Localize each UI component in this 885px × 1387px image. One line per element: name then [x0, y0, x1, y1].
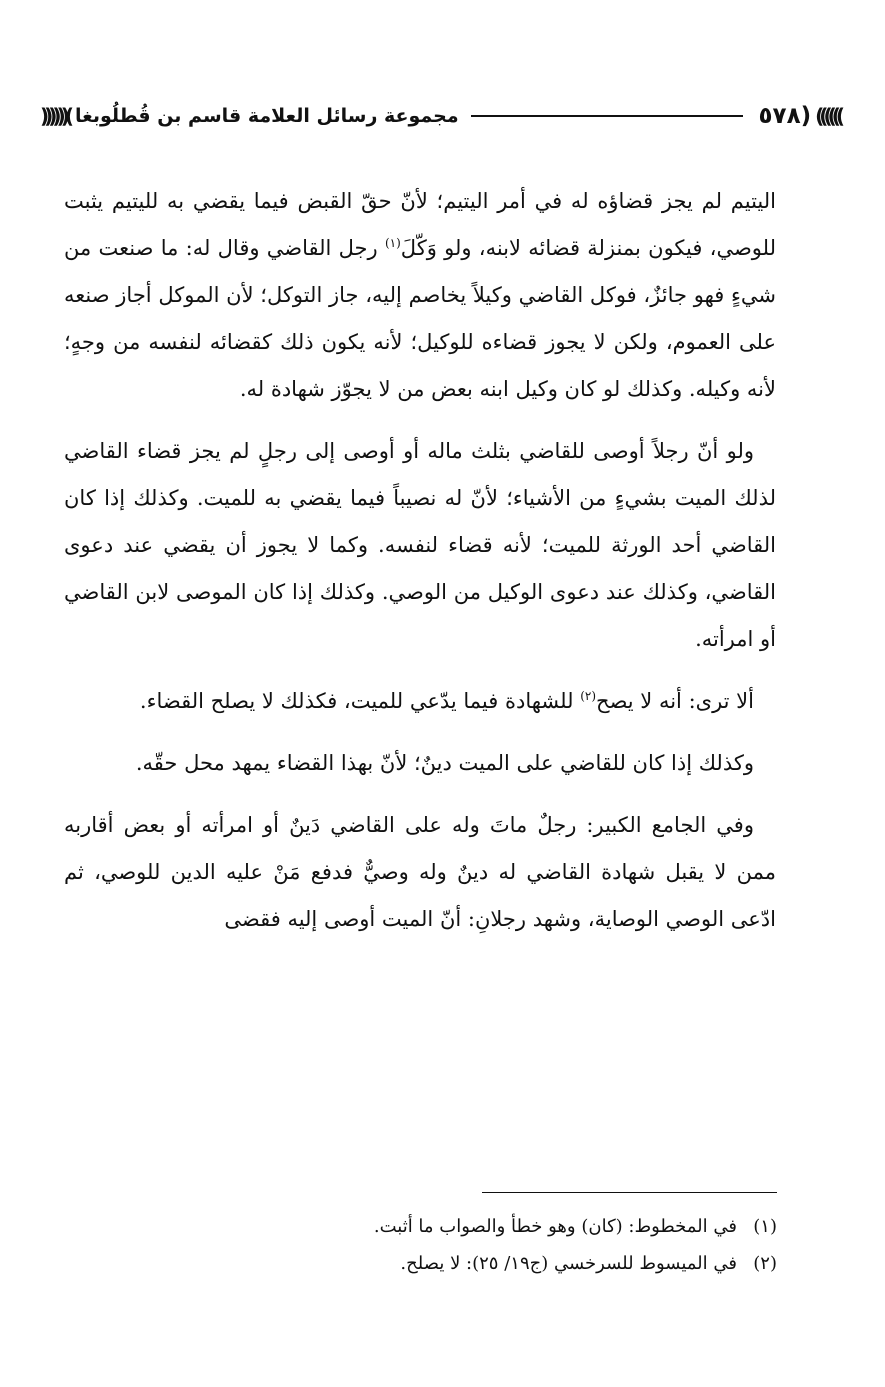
book-title: مجموعة رسائل العلامة قاسم بن قُطلُوبغا — [74, 105, 459, 127]
footnote-text: في المخطوط: (كان) وهو خطأ والصواب ما أثبت. — [373, 1216, 737, 1237]
body-text — [64, 178, 776, 958]
running-header — [40, 96, 840, 136]
footnote-number: (٢) — [753, 1253, 777, 1274]
paragraph: اليتيم لم يجز قضاؤه له في أمر اليتيم؛ لأنّ حقّ القبض فيما يقضي به لليتيم يثبت للوصي، فيكون بمنزلة قضائه لابنه، ولو وَكّلَ$^{(١)}$ رجل القاضي وقال له: ما صنعت من شيءٍ فهو جائزٌ، فوكل القاضي وكيلاً يخاصم إليه، جاز التوكل؛ لأن الموكل أجاز صنعه على العموم، ولكن لا يجوز قضاءه للوكيل؛ لأنه يكون ذلك كقضائه لنفسه من وجهٍ؛ لأنه وكيله. وكذلك لو كان وكيل ابنه بعض من لا يجوّز شهادة له. — [64, 189, 776, 401]
paragraph: ألا ترى: أنه لا يصح$^{(٢)}$ للشهادة فيما يدّعي للميت، فكذلك لا يصلح القضاء. — [139, 689, 754, 713]
footnote-text: في الميسوط للسرخسي (ج١٩/ ٢٥): لا يصلح. — [400, 1253, 737, 1274]
header-rule — [471, 115, 743, 117]
footnote-ref-2[interactable]: (٢) — [580, 689, 597, 703]
header-ornament-right: )))))) — [815, 104, 840, 128]
paragraph: وكذلك إذا كان للقاضي على الميت دينٌ؛ لأنّ بهذا القضاء يمهد محل حقّه. — [135, 751, 754, 775]
footnote-separator — [482, 1192, 777, 1193]
footnote-number: (١) — [753, 1216, 777, 1237]
paragraph: ولو أنّ رجلاً أوصى للقاضي بثلث ماله أو أوصى إلى رجلٍ لم يجز قضاء القاضي لذلك الميت بشيءٍ من الأشياء؛ لأنّ له نصيباً فيما يقضي به للميت. وكذلك إذا كان القاضي أحد الورثة للميت؛ لأنه قضاء لنفسه. وكما لا يجوز أن يقضي عند دعوى القاضي، وكذلك عند دعوى الوكيل من الوصي. وكذلك إذا كان الموصى لابن القاضي أو امرأته. — [64, 439, 776, 651]
footnote-ref-1[interactable]: (١) — [384, 236, 401, 250]
paragraph: وفي الجامع الكبير: رجلٌ ماتَ وله على القاضي دَينٌ أو امرأته أو بعض أقاربه ممن لا يقبل شهادة القاضي له دينٌ وله وصيٌّ فدفع مَنْ عليه الدين للوصي، ثم ادّعى الوصي الوصاية، وشهد رجلانِ: أنّ الميت أوصى إليه فقضى — [64, 813, 776, 931]
footnote — [117, 1245, 777, 1282]
header-ornament-left: )(((((( — [40, 104, 69, 128]
page-number: (٥٧٨ — [758, 103, 812, 129]
footnote — [117, 1208, 777, 1245]
footnotes — [117, 1208, 777, 1282]
